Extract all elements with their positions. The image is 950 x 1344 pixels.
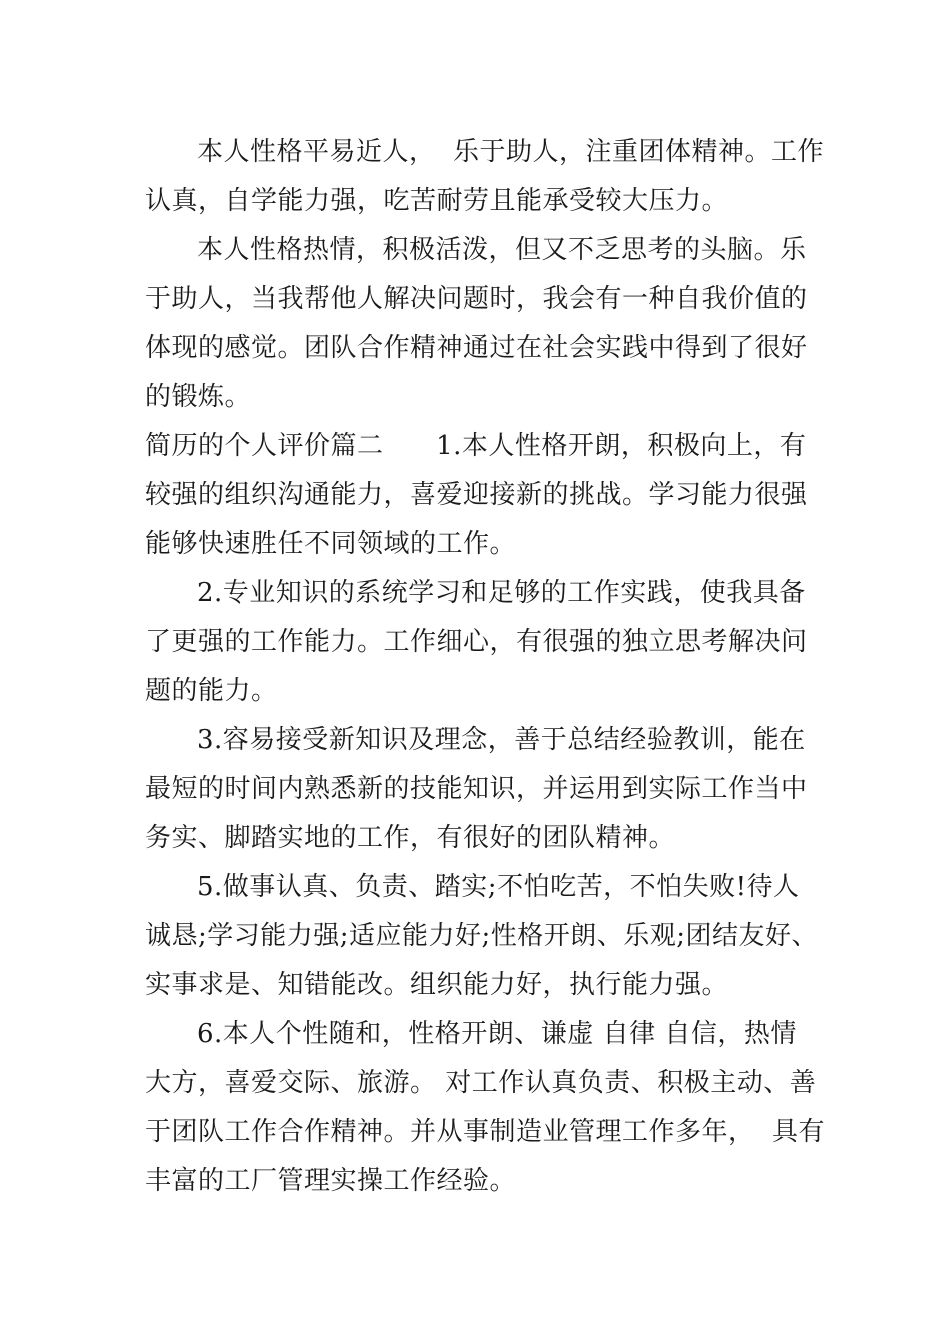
text-line: 丰富的工厂管理实操工作经验。	[145, 1166, 517, 1196]
text-line: 于助人，当我帮他人解决问题时，我会有一种自我价值的	[145, 284, 808, 314]
text-line: 体现的感觉。团队合作精神通过在社会实践中得到了很好	[145, 333, 808, 363]
text-line: 2.专业知识的系统学习和足够的工作实践，使我具备	[197, 578, 806, 608]
text-line: 认真，自学能力强，吃苦耐劳且能承受较大压力。	[145, 186, 729, 216]
text-line: 3.容易接受新知识及理念，善于总结经验教训，能在	[197, 725, 806, 755]
text-line: 大方，喜爱交际、旅游。 对工作认真负责、积极主动、善	[145, 1068, 817, 1098]
section-heading-line: 简历的个人评价篇二 1.本人性格开朗，积极向上，有	[145, 431, 807, 461]
text-line: 6.本人个性随和，性格开朗、谦虚 自律 自信，热情	[197, 1019, 797, 1049]
text-line: 本人性格平易近人， 乐于助人，注重团体精神。工作	[197, 137, 825, 167]
text-line: 诚恳;学习能力强;适应能力好;性格开朗、乐观;团结友好、	[145, 921, 819, 951]
text-line: 能够快速胜任不同领域的工作。	[145, 529, 517, 559]
text-line: 最短的时间内熟悉新的技能知识，并运用到实际工作当中	[145, 774, 808, 804]
text-line: 的锻炼。	[145, 382, 252, 412]
body-text	[145, 128, 835, 1206]
text-line: 务实、脚踏实地的工作，有很好的团队精神。	[145, 823, 676, 853]
text-line: 较强的组织沟通能力，喜爱迎接新的挑战。学习能力很强	[145, 480, 808, 510]
text-line: 本人性格热情，积极活泼，但又不乏思考的头脑。乐	[197, 235, 807, 265]
text-line: 题的能力。	[145, 676, 278, 706]
text-line: 5.做事认真、负责、踏实;不怕吃苦，不怕失败!待人	[197, 872, 800, 902]
text-line: 于团队工作合作精神。并从事制造业管理工作多年， 具有	[145, 1117, 826, 1147]
text-line: 了更强的工作能力。工作细心，有很强的独立思考解决问	[145, 627, 808, 657]
text-line: 实事求是、知错能改。组织能力好，执行能力强。	[145, 970, 729, 1000]
